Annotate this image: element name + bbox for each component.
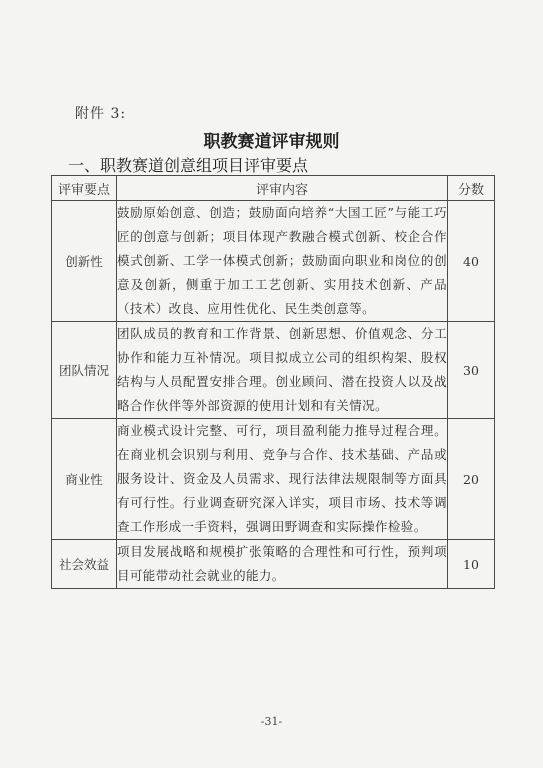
row-content: 项目发展战略和规模扩张策略的合理性和可行性，预判项目可能带动社会就业的能力。 <box>117 540 448 589</box>
table-row <box>52 540 495 589</box>
row-score: 10 <box>448 540 495 589</box>
table-row <box>52 201 495 322</box>
page-number: -31- <box>260 715 283 728</box>
table-header-row <box>52 176 495 201</box>
row-aspect: 商业性 <box>52 419 117 540</box>
attachment-label: 附件 3: <box>75 106 127 122</box>
header-score: 分数 <box>448 176 495 201</box>
row-content: 团队成员的教育和工作背景、创新思想、价值观念、分工协作和能力互补情况。项目拟成立公司的组织构架、股权结构与人员配置安排合理。创业顾问、潜在投资人以及战略合作伙伴等外部资源的使用计划和有关情况。 <box>117 322 448 419</box>
rules-table <box>51 175 495 589</box>
row-score: 40 <box>448 201 495 322</box>
row-content: 鼓励原始创意、创造；鼓励面向培养“大国工匠”与能工巧匠的创意与创新；项目体现产教融合模式创新、校企合作模式创新、工学一体模式创新；鼓励面向职业和岗位的创意及创新，侧重于加工工艺创新、实用技术创新、产品（技术）改良、应用性优化、民生类创意等。 <box>117 201 448 322</box>
page-title: 职教赛道评审规则 <box>203 132 340 152</box>
table-row <box>52 322 495 419</box>
row-content: 商业模式设计完整、可行，项目盈利能力推导过程合理。在商业机会识别与利用、竞争与合作、技术基础、产品或服务设计、资金及人员需求、现行法律法规限制等方面具有可行性。行业调查研究深入详实，项目市场、技术等调查工作形成一手资料，强调田野调查和实际操作检验。 <box>117 419 448 540</box>
header-aspect: 评审要点 <box>52 176 117 201</box>
header-content: 评审内容 <box>117 176 448 201</box>
section-heading: 一、职教赛道创意组项目评审要点 <box>68 156 309 175</box>
row-aspect: 创新性 <box>52 201 117 322</box>
row-aspect: 社会效益 <box>52 540 117 589</box>
row-aspect: 团队情况 <box>52 322 117 419</box>
row-score: 30 <box>448 322 495 419</box>
table-row <box>52 419 495 540</box>
row-score: 20 <box>448 419 495 540</box>
